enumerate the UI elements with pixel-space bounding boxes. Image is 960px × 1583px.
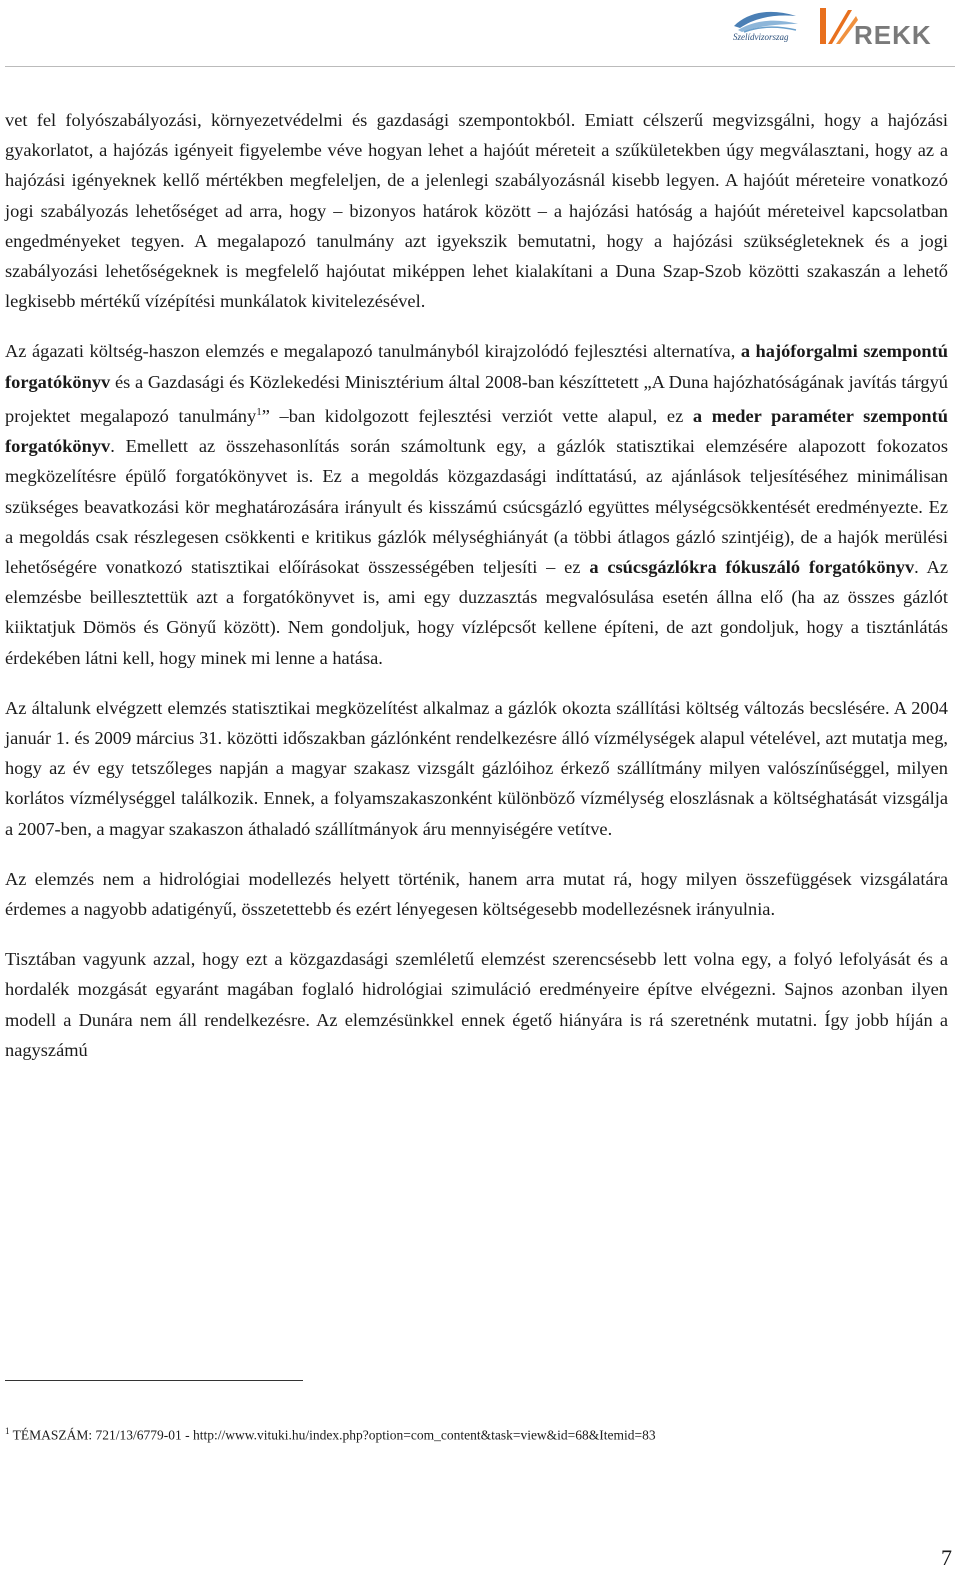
footnote [5, 1422, 656, 1445]
paragraph-2-text: . Az elemzésbe beillesztettük azt a forgatókönyvet is, ami egy duzzasztás megvalósulása esetén állna elő (ha az összes gázlót kiiktatjuk Dömös és Gönyű között). Nem gondoljuk, hogy vízlépcsőt kellene építeni, de azt gondoljuk, hogy a tisztánlátás érdekében látni kell, hogy minek mi lenne a hatása. [5, 556, 948, 668]
footnote-reference[interactable]: 1 [256, 405, 262, 418]
footnote-text: TÉMASZÁM: 721/13/6779-01 - http://www.vituki.hu/index.php?option=com_content&task=view&id=68&Itemid=83 [9, 1427, 656, 1443]
footnote-divider [5, 1380, 303, 1381]
paragraph-3: Az általunk elvégzett elemzés statisztikai megközelítést alkalmaz a gázlók okozta szállítási költség változás becslésére. A 2004 január 1. és 2009 március 31. közötti időszakban gázlónként rendelkezésre álló vízmélységek alapul vételével, azt mutatja meg, hogy az év egy tetszőleges napján a magyar szakasz vizsgált gázlóihoz érkező szállítmány milyen valószínűséggel, milyen korlátos vízmélységgel találkozik. Ennek, a folyamszakaszonként különböző vízmélység eloszlásnak a költséghatását vizsgálja a 2007-ben, a magyar szakaszon áthaladó szállítmányok áru mennyiségére vetítve. [5, 697, 948, 839]
paragraph-5: Tisztában vagyunk azzal, hogy ezt a közgazdasági szemléletű elemzést szerencsésebb lett volna egy, a folyó lefolyását és a hordalék mozgását egyaránt magában foglaló hidrológiai szimuláció eredményeire építve elvégezni. Sajnos azonban ilyen modell a Dunára nem áll rendelkezésre. Az elemzésünkkel ennek égető hiányára is rá szeretnénk mutatni. Így jobb híján a nagyszámú [5, 949, 948, 1060]
document-body [5, 105, 948, 1085]
page-number: 7 [941, 1545, 952, 1570]
paragraph-2-text: Az ágazati költség-haszon elemzés e megalapozó tanulmányból kirajzolódó fejlesztési alternatíva, [5, 341, 741, 362]
paragraph-2-text: . Emellett az összehasonlítás során számoltunk egy, a gázlók statisztikai elemzésére alapozott fokozatos megközelítésre épülő forgatókönyvet is. Ez a megoldás közgazdasági indíttatású, az ajánlások teljesítéséhez minimálisan szükséges beavatkozási kör meghatározására irányult és kisszámú csúcsgázló együttes mélységcsökkentését eredményezte. Ez a megoldás csak részlegesen csökkenti e kritikus gázlók mélységhiányát (a többi átlagos gázló szintjéig), de a hajók merülési lehetőségére vonatkozó statisztikai előírásokat összességében teljesíti – ez [5, 436, 948, 577]
emphasis-meder-parameter: a meder paraméter szempontú forgatókönyv [5, 405, 948, 457]
footnote-mark: 1 [5, 1426, 10, 1436]
paragraph-2 [5, 336, 948, 672]
paragraph-2-text: ” –ban kidolgozott fejlesztési verziót vette alapul, ez [261, 405, 693, 426]
paragraph-2-text: és a Gazdasági és Közlekedési Minisztérium által 2008-ban készíttetett „A Duna hajózhatóságának javítás tárgyú projektet megalapozó tanulmány [5, 371, 948, 426]
header-divider [5, 66, 955, 67]
emphasis-csucsgazlo: a csúcsgázlókra fókuszáló forgatókönyv [589, 556, 915, 577]
page-header [0, 0, 960, 70]
paragraph-1: vet fel folyószabályozási, környezetvédelmi és gazdasági szempontokból. Emiatt célszerű megvizsgálni, hogy a hajózási gyakorlatot, a hajózás igényeit figyelembe véve hogyan lehet a hajóút méreteit a szűkületekben úgy megválasztani, hogy az a hajózási igényeknek kellő mértékben megfeleljen, de a jelenlegi szabályozásnál kisebb legyen. A hajóút méreteire vonatkozó jogi szabályozás lehetőséget ad arra, hogy – bizonyos határok között – a hajózási hatóság a hajóút méreteivel kapcsolatban engedményeket tegyen. A megalapozó tanulmány azt igyekszik bemutatni, hogy a hajózási szükségleteknek és a jogi szabályozási lehetőségeknek is megfelelő hajóutat miképpen lehet kialakítani a Duna Szap-Szob közötti szakaszán a lehető legkisebb mértékű vízépítési munkálatok kivitelezésével. [5, 110, 948, 312]
paragraph-4: Az elemzés nem a hidrológiai modellezés helyett történik, hanem arra mutat rá, hogy milyen összefüggések vizsgálatára érdemes a nagyobb adatigényű, összetettebb és ezért lényegesen költségesebb modellezésnek irányulnia. [5, 868, 948, 919]
szelidvizorszag-logo-text: Szelídvizorszag [733, 32, 789, 42]
rekk-logo-text: REKK [854, 20, 932, 50]
emphasis-hajoforgalmi: a hajóforgalmi szempontú forgatókönyv [5, 341, 948, 392]
